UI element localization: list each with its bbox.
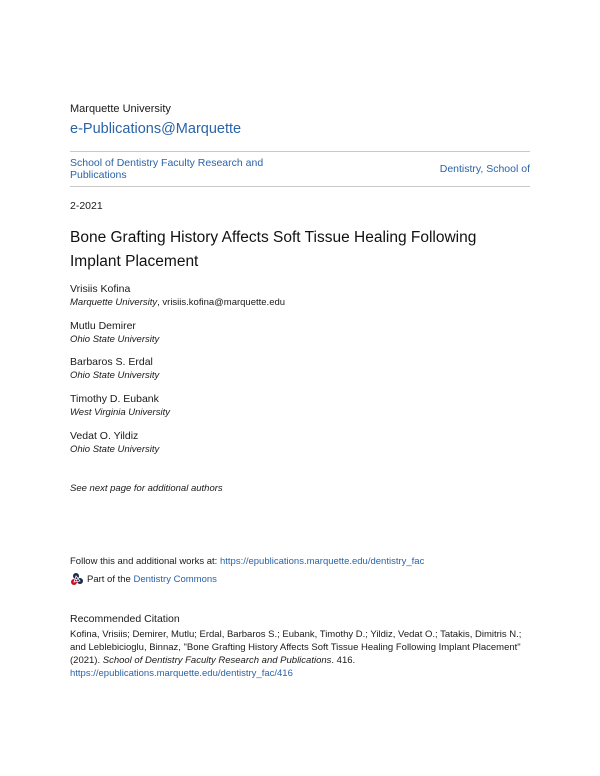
author-affiliation: [70, 296, 285, 309]
author-name: Mutlu Demirer: [70, 320, 136, 332]
part-of-prefix: Part of the: [87, 573, 131, 585]
affiliation-text: Marquette University: [70, 297, 158, 308]
author-name: Vedat O. Yildiz: [70, 430, 139, 442]
part-of-line: [70, 572, 217, 586]
department-link[interactable]: Dentistry, School of: [439, 163, 530, 175]
author-affiliation: Ohio State University: [70, 334, 160, 345]
paper-title: Bone Grafting History Affects Soft Tissue Healing Following Implant Placement: [70, 229, 477, 270]
citation-number: . 416.: [331, 655, 356, 666]
next-page-note: See next page for additional authors: [70, 483, 223, 494]
follow-link[interactable]: https://epublications.marquette.edu/dentistry_fac: [219, 556, 425, 567]
citation-series: School of Dentistry Faculty Research and Publications: [102, 655, 332, 666]
network-commons-icon: [70, 572, 84, 586]
author-email[interactable]: , vrisiis.kofina@marquette.edu: [157, 297, 286, 308]
author-name: Barbaros S. Erdal: [70, 356, 153, 368]
follow-line: [70, 556, 424, 567]
citation-link[interactable]: https://epublications.marquette.edu/dentistry_fac/416: [70, 668, 293, 679]
author-name: Timothy D. Eubank: [70, 393, 159, 405]
citation-body: [70, 628, 530, 680]
author-affiliation: Ohio State University: [70, 370, 160, 381]
institution-name: Marquette University: [70, 103, 171, 115]
citation-text: Kofina, Vrisiis; Demirer, Mutlu; Erdal, Barbaros S.; Eubank, Timothy D.; Yildiz, Vedat O.; Tatakis, Dimitris N.; and Leblebicioglu, Binnaz, "Bone Grafting History Affects Soft Tissue Healing Following Implant Placement" (2021).: [70, 629, 522, 666]
citation-heading: Recommended Citation: [70, 613, 180, 625]
author-affiliation: West Virginia University: [70, 407, 170, 418]
author-block: [70, 393, 170, 419]
author-block: [70, 283, 285, 309]
top-divider: [70, 151, 530, 152]
commons-link[interactable]: Dentistry Commons: [133, 573, 217, 585]
repository-link[interactable]: e-Publications@Marquette: [70, 121, 242, 137]
author-block: [70, 356, 159, 382]
publication-date: 2-2021: [70, 200, 103, 212]
bottom-divider: [70, 186, 530, 187]
collection-link[interactable]: School of Dentistry Faculty Research and Publications: [70, 157, 264, 181]
author-name: Vrisiis Kofina: [70, 283, 131, 295]
author-block: [70, 320, 159, 346]
author-affiliation: Ohio State University: [70, 444, 160, 455]
author-block: [70, 430, 159, 456]
follow-prefix: Follow this and additional works at:: [70, 556, 220, 567]
